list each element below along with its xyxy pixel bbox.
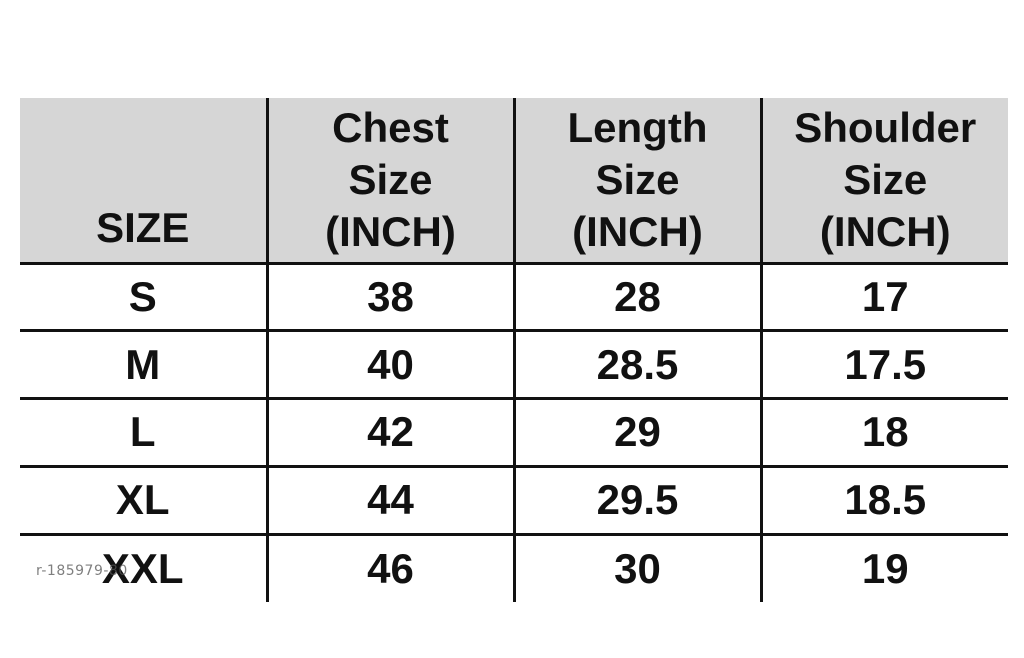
- size-chart-table: [20, 98, 1008, 602]
- cell-length: 29: [514, 399, 761, 467]
- header-row: [20, 98, 1008, 263]
- header-shoulder-line-2: Size: [843, 155, 928, 203]
- cell-size: M: [20, 331, 267, 399]
- cell-shoulder: 18: [761, 399, 1008, 467]
- header-length-line-3: (INCH): [572, 207, 703, 255]
- header-shoulder-line-1: Shoulder: [794, 103, 977, 151]
- cell-size: XL: [20, 466, 267, 534]
- header-chest-line-1: Chest: [332, 103, 449, 151]
- header-length-line-1: Length: [567, 103, 708, 151]
- table-row: [20, 331, 1008, 399]
- cell-chest: 42: [267, 399, 514, 467]
- table-row: [20, 466, 1008, 534]
- cell-size: S: [20, 263, 267, 331]
- cell-shoulder: 18.5: [761, 466, 1008, 534]
- cell-length: 29.5: [514, 466, 761, 534]
- header-chest-size: [267, 98, 514, 263]
- table-row: [20, 534, 1008, 602]
- cell-size: XXL: [101, 544, 184, 592]
- cell-length: 30: [514, 534, 761, 602]
- cell-chest: 44: [267, 466, 514, 534]
- cell-shoulder: 17: [761, 263, 1008, 331]
- header-shoulder-line-3: (INCH): [819, 207, 951, 255]
- header-size-line-1: SIZE: [96, 203, 190, 251]
- table-row: [20, 263, 1008, 331]
- header-length-line-2: Size: [595, 155, 680, 203]
- header-length-size: [514, 98, 761, 263]
- cell-chest: 38: [267, 263, 514, 331]
- cell-chest: 46: [267, 534, 514, 602]
- cell-size: L: [20, 399, 267, 467]
- cell-shoulder: 17.5: [761, 331, 1008, 399]
- cell-shoulder: 19: [761, 534, 1008, 602]
- header-chest-line-2: Size: [348, 155, 433, 203]
- watermark-text: r-185979-80: [36, 563, 128, 579]
- header-size: [20, 98, 267, 263]
- cell-chest: 40: [267, 331, 514, 399]
- header-shoulder-size: [761, 98, 1008, 263]
- cell-length: 28.5: [514, 331, 761, 399]
- header-chest-line-3: (INCH): [325, 207, 456, 255]
- cell-length: 28: [514, 263, 761, 331]
- table-row: [20, 399, 1008, 467]
